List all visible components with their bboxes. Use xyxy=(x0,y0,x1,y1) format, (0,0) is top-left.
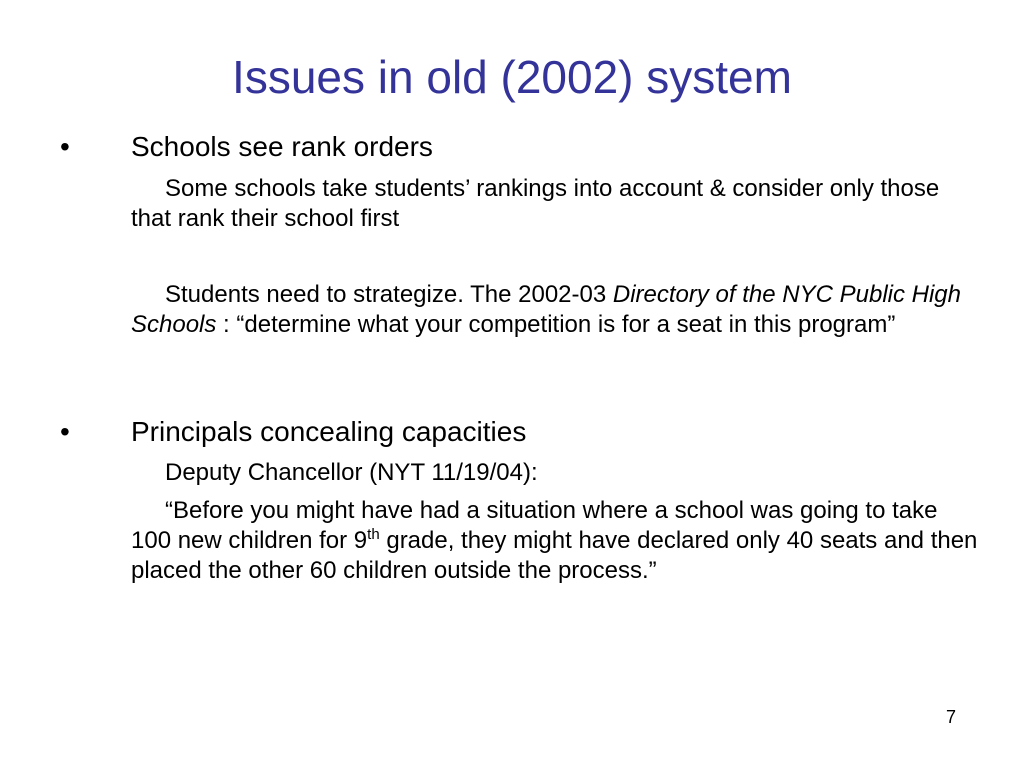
paragraph-deputy-chancellor: Deputy Chancellor (NYT 11/19/04): xyxy=(165,459,538,486)
slide-title: Issues in old (2002) system xyxy=(232,51,792,103)
bullet-text: Principals concealing capacities xyxy=(131,416,527,447)
quote-text-after: grade, they might have declared only 40 seats and then placed the other 60 children outside the process.” xyxy=(131,527,978,584)
quote-text-before: “Before you might have had a situation where a school was going to take 100 new children for 9 xyxy=(131,497,938,554)
paragraph-quote xyxy=(131,496,981,586)
bullet-text: Schools see rank orders xyxy=(131,131,433,162)
bullet-marker: • xyxy=(60,416,70,447)
paragraph-rankings: Some schools take students’ rankings into account & consider only those that rank their school first xyxy=(131,175,940,232)
paragraph-strategize xyxy=(131,280,981,340)
ordinal-superscript: th xyxy=(367,526,380,543)
bullet-marker: • xyxy=(60,131,70,162)
strategize-text-after: : “determine what your competition is for a seat in this program” xyxy=(216,311,896,338)
strategize-text-before: Students need to strategize. The 2002-03 xyxy=(165,281,613,308)
directory-title: Directory of the NYC Public High Schools xyxy=(131,281,962,338)
page-number: 7 xyxy=(946,707,957,727)
